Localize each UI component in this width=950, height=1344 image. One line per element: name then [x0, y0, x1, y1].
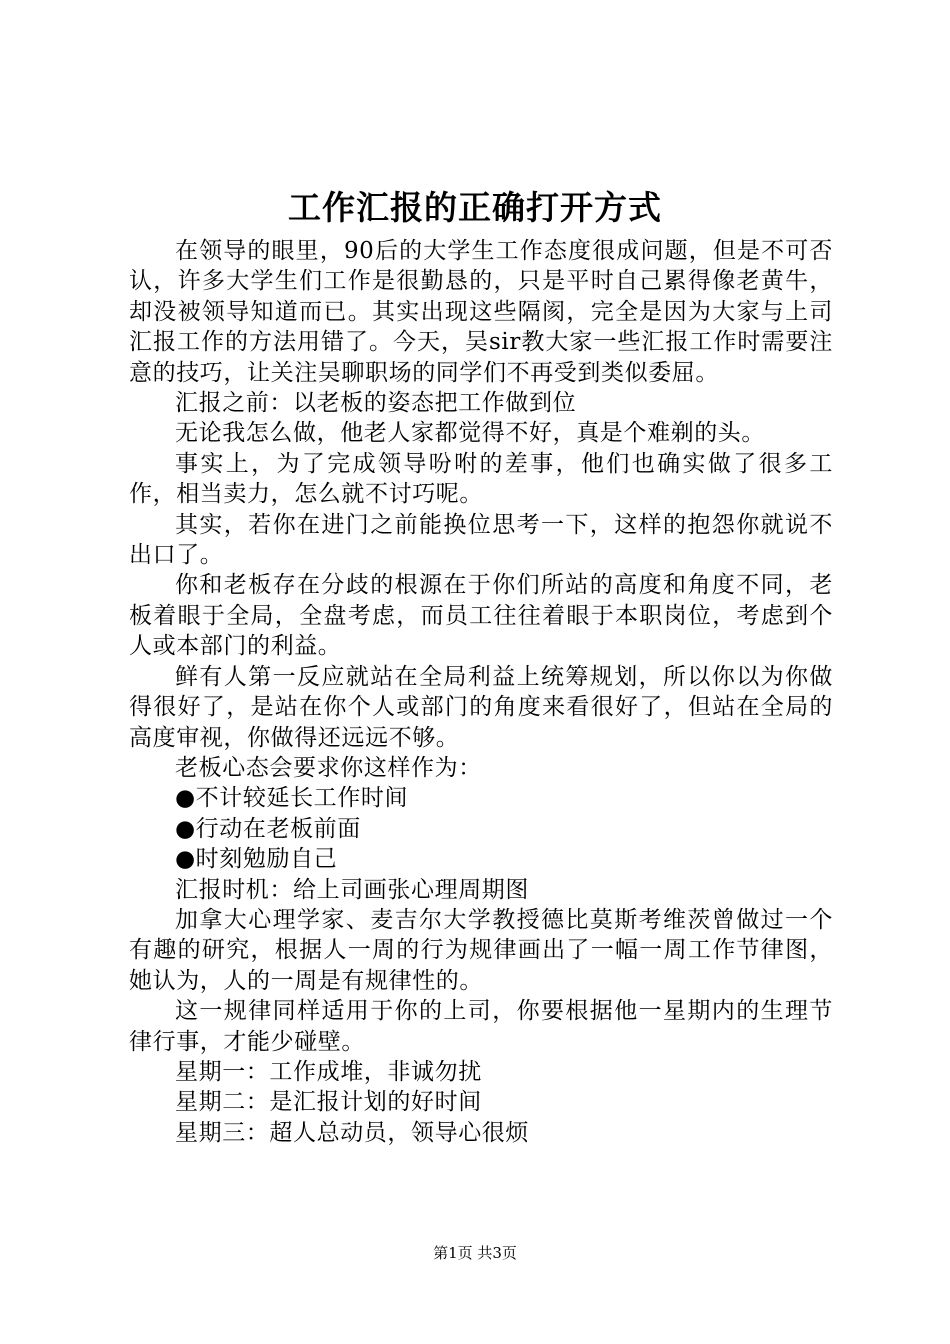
weekday-item: 星期一：工作成堆，非诚勿扰 [175, 1058, 482, 1085]
page-footer: 第1页 共3页 [433, 1244, 517, 1262]
weekday-item: 星期三：超人总动员，领导心很烦 [175, 1119, 529, 1146]
section-heading: 汇报时机：给上司画张心理周期图 [175, 876, 529, 903]
bullet-item: ●时刻勉励自己 [175, 846, 338, 873]
paragraph: 事实上，为了完成领导吩咐的差事，他们也确实做了很多工作，相当卖力，怎么就不讨巧呢。 [129, 450, 833, 508]
paragraph: 在领导的眼里，90后的大学生工作态度很成问题，但是不可否认，许多大学生们工作是很勤恳的，只是平时自己累得像老黄牛，却没被领导知道而已。其实出现这些隔阂，完全是因为大家与上司汇报工作的方法用错了。今天，吴sir教大家一些汇报工作时需要注意的技巧，让关注吴聊职场的同学们不再受到类似委屈。 [129, 238, 833, 386]
section-heading: 汇报之前：以老板的姿态把工作做到位 [175, 390, 577, 417]
paragraph: 这一规律同样适用于你的上司，你要根据他一星期内的生理节律行事，才能少碰壁。 [129, 998, 833, 1055]
paragraph: 你和老板存在分歧的根源在于你们所站的高度和角度不同，老板着眼于全局，全盘考虑，而员工往往着眼于本职岗位，考虑到个人或本部门的利益。 [129, 572, 833, 660]
weekday-item: 星期二：是汇报计划的好时间 [175, 1089, 482, 1116]
document-body [129, 236, 833, 1148]
bullet-item: ●行动在老板前面 [175, 815, 361, 842]
paragraph: 加拿大心理学家、麦吉尔大学教授德比莫斯考维茨曾做过一个有趣的研究，根据人一周的行为规律画出了一幅一周工作节律图，她认为，人的一周是有规律性的。 [129, 906, 833, 994]
document-title: 工作汇报的正确打开方式 [288, 188, 662, 227]
paragraph: 鲜有人第一反应就站在全局利益上统筹规划，所以你以为你做得很好了，是站在你个人或部门的角度来看很好了，但站在全局的高度审视，你做得还远远不够。 [129, 663, 833, 751]
paragraph: 老板心态会要求你这样作为： [175, 754, 482, 781]
bullet-item: ●不计较延长工作时间 [175, 785, 409, 812]
paragraph: 无论我怎么做，他老人家都觉得不好，真是个难剃的头。 [175, 420, 765, 447]
paragraph: 其实，若你在进门之前能换位思考一下，这样的抱怨你就说不出口了。 [129, 511, 833, 569]
